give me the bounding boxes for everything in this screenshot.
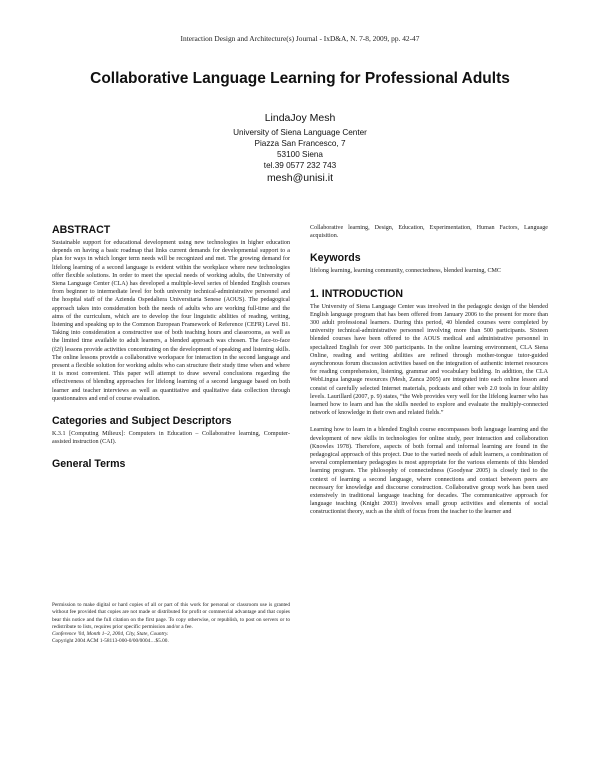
general-terms-list: Collaborative learning, Design, Education, Experimentation, Human Factors, Language acquisition. — [310, 225, 548, 240]
right-column — [310, 224, 548, 517]
abstract-body: Sustainable support for educational development using new technologies in higher education depends on having a basic roadmap that links current demands for developmental support to a plan for ways in which longer term needs will be recognized and met. The growing demand for lifelong learning of a second language is evident within the workplace where new technologies offer flexible solutions. In order to meet the special needs of working adults, the University of Siena Language Center (CLA) has developed a multiple-level series of blended English courses from beginner to intermediate level for both university technical-administrative personnel and the hospital staff of the Azienda Ospedaliera Universitaria Senese (AOUS). The pedagogical approach takes into consideration both the needs of adults who are working full-time and the aims of the curriculum, which are to develop the four linguistic abilities of reading, writing, listening and speaking up to the Common European Framework of Reference (CEFR) Level B1. Taking into consideration a constructive use of both teaching hours and classrooms, as well as the limited time available to adult learners, a blended approach was chosen. The face-to-face (f2f) lessons provide activities concentrating on the development of speaking and listening skills. The online lessons provide a collaborative workspace for interaction in the second language and present a flexible solution for working adults who can structure their study time when and where it is most convenient. This paper will attempt to draw several conclusions regarding the effectiveness of blending approaches for lifelong learning of a second language based on both learner and teacher interviews as well as quantitative and qualitative data collection through questionnaires and end of course evaluation. — [52, 240, 290, 402]
abstract-heading: ABSTRACT — [52, 224, 111, 236]
categories-heading: Categories and Subject Descriptors — [52, 415, 232, 428]
keywords-body: lifelong learning, learning community, connectedness, blended learning, CMC — [310, 268, 502, 275]
author-address-city: 53100 Siena — [277, 150, 323, 159]
introduction-paragraph-2: Learning how to learn in a blended English course encompasses both language learning and the development of new skills in technologies for online study, peer interaction and collaboration (Knowles 1978). Therefore, aspects of both formal and informal learning are found in the pedagogical approach of this project. Due to the varied needs of adult learners, a combination of several complementary pedagogies is most appropriate for the various elements of this blended learning program. The philosophy of connectedness (Goodyear 2005) is closely tied to the context of learning a second language, where connections and contact between peers are necessary for knowledge and discourse construction. Collaborative group work has been used extensively in traditional language teaching for decades. The communicative approach for language teaching (Knight 2003) involves small group activities and elements of social constructionist theory, such as the shift of focus from the teacher to the learner and — [310, 427, 548, 516]
author-affiliation: University of Siena Language Center — [233, 128, 367, 137]
author-email: mesh@unisi.it — [266, 172, 334, 184]
author-name: LindaJoy Mesh — [264, 112, 336, 124]
categories-body: K.3.1 [Computing Milieux]: Computers in Education – Collaborative learning, Computer-assisted instruction (CAI). — [52, 431, 290, 446]
author-address-street: Piazza San Francesco, 7 — [254, 139, 346, 148]
conference-line: Conference '04, Month 1–2, 2004, City, State, Country. — [52, 631, 169, 638]
introduction-paragraph-1: The University of Siena Language Center was involved in the pedagogic design of the blended English language program that has been offered from January 2006 to the present for more than 300 adult professional learners. During this period, 40 blended courses were completed by university technical-administrative personnel involving more than 500 participants. Sixteen blended courses have been offered to the AOUS medical and administrative personnel in specialized English for over 300 participants. In the online learning environment, CLA Siena Online, reading and writing abilities are refined through mother-tongue tutor-guided asynchronous forum discussion activities based on the integration of authentic internet resources for reading comprehension, listening, grammar and vocabulary building. In addition, the CLA WebLingua language resources (Mesh, Zanca 2005) are integrated into each online lesson and consist of carefully selected Internet materials, podcasts and other web 2.0 tools in four ability levels. Laurillard (2007, p. 9) states, “the Web provides very well for the lifelong learner who has learned how to learn and has the skills needed to explore and evaluate the multiply-connected network of knowledge in their own and related fields.” — [310, 303, 548, 417]
author-block — [150, 112, 450, 185]
copyright-line: Copyright 2004 ACM 1-58113-000-0/00/0004…$5.00. — [52, 638, 169, 645]
keywords-heading: Keywords — [310, 252, 361, 265]
left-column — [52, 224, 290, 473]
running-head: Interaction Design and Architecture(s) Journal - IxD&A, N. 7-8, 2009, pp. 42-47 — [180, 34, 420, 43]
permission-notice: Permission to make digital or hard copies of all or part of this work for personal or classroom use is granted without fee provided that copies are not made or distributed for profit or commercial advantage and that copies bear this notice and the full citation on the first page. To copy otherwise, or republish, to post on servers or to redistribute to lists, requires prior specific permission and/or a fee. — [52, 602, 290, 630]
author-phone: tel.39 0577 232 743 — [263, 161, 337, 170]
copyright-footnote — [52, 602, 290, 646]
paper-title: Collaborative Language Learning for Professional Adults — [90, 70, 510, 87]
general-terms-heading: General Terms — [52, 458, 126, 471]
introduction-heading: 1. INTRODUCTION — [310, 287, 403, 300]
